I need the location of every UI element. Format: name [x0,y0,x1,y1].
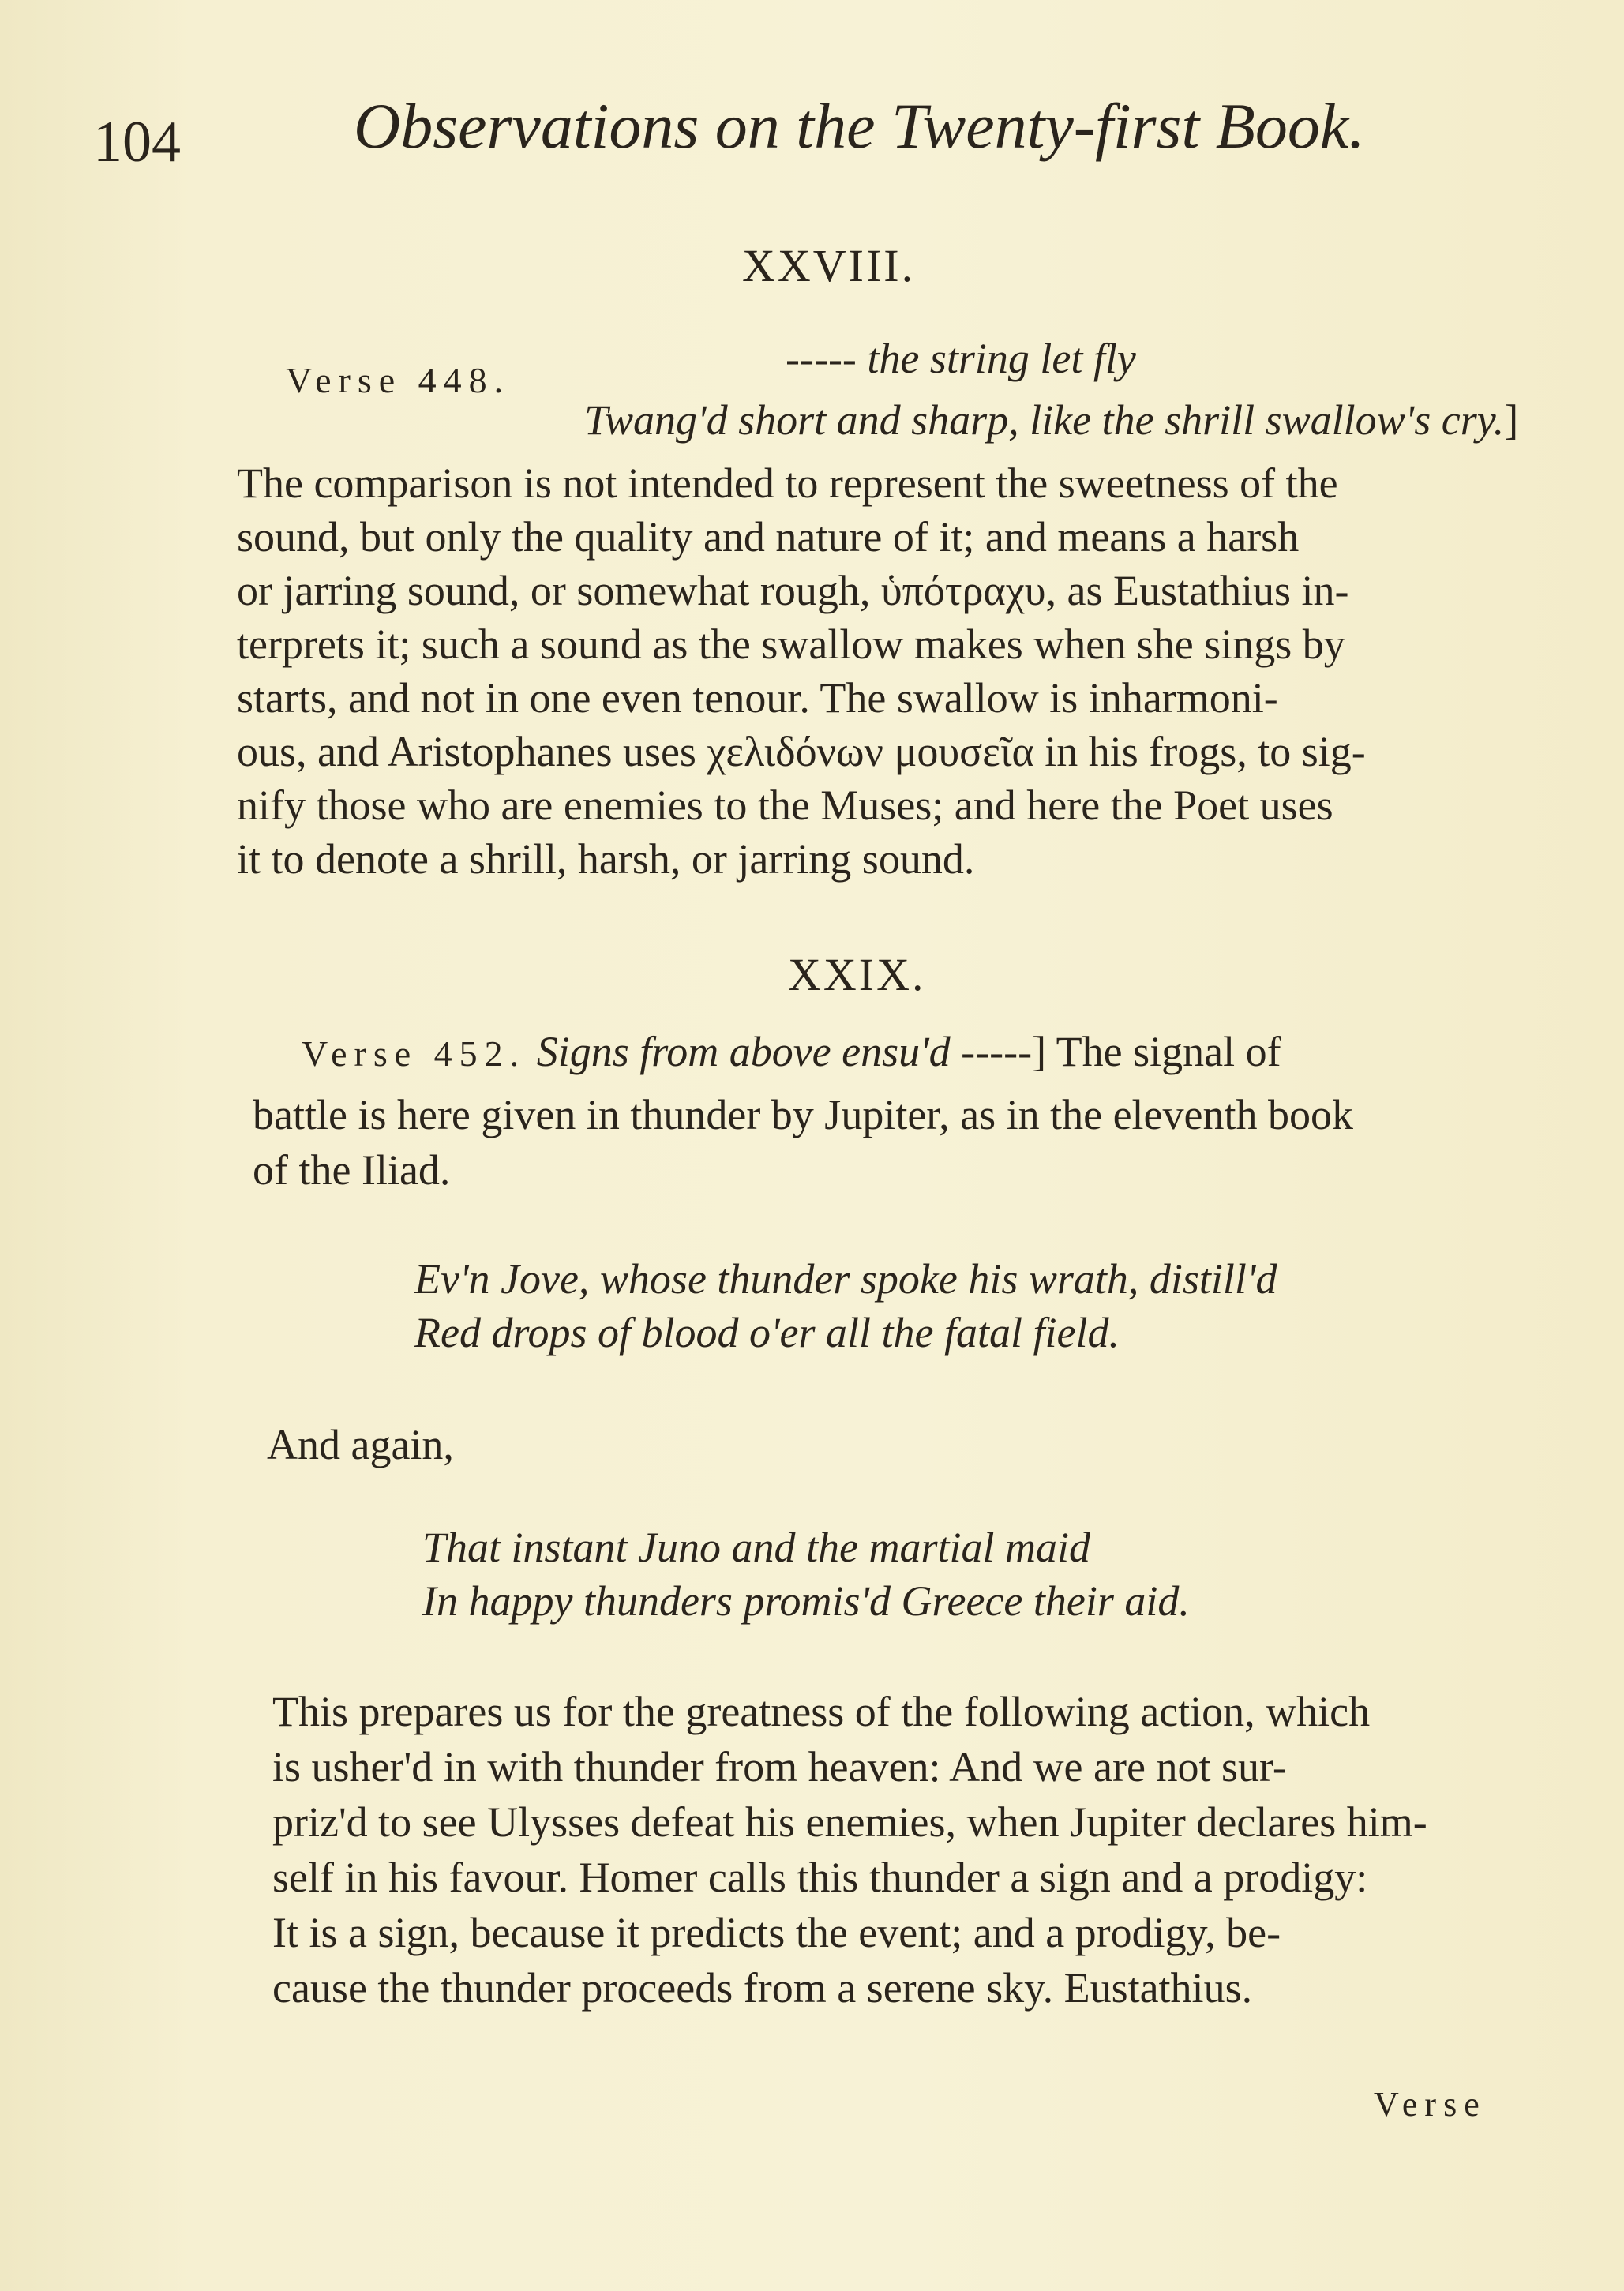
page-number: 104 [93,110,181,174]
lemma-line-2-wrap [584,395,1518,445]
note2-lemma-bracket: ] [1032,1028,1047,1075]
note1-line-3: or jarring sound, or somewhat rough, ὑπότραχυ, as Eustathius in- [237,567,1349,614]
note2-lemma: Signs from above ensu'd ----- [536,1028,1033,1075]
lemma-line-1: ----- the string let fly [786,335,1136,382]
note1-line-6: ous, and Aristophanes uses χελιδόνων μουσεῖα in his frogs, to sig- [237,728,1366,775]
lemma-bracket: ] [1504,396,1519,444]
running-title: Observations on the Twenty-first Book. [354,90,1365,162]
verse-label-448: Verse 448. [286,360,511,400]
closing-line-5: It is a sign, because it predicts the event; and a prodigy, be- [272,1909,1281,1956]
catchword: Verse [1374,2085,1487,2124]
closing-line-4: self in his favour. Homer calls this thunder a sign and a prodigy: [272,1854,1368,1901]
verse-label-452: Verse 452. [302,1033,527,1074]
quote1-line-1: Ev'n Jove, whose thunder spoke his wrath, distill'd [414,1255,1277,1303]
note1-line-5: starts, and not in one even tenour. The swallow is inharmoni- [237,674,1278,722]
lemma-line-2: Twang'd short and sharp, like the shrill swallow's cry. [584,396,1505,444]
note2-line-1-rest: The signal of [1056,1028,1281,1075]
note-numeral-xxix: XXIX. [788,949,926,1000]
note1-line-2: sound, but only the quality and nature of it; and means a harsh [237,513,1300,561]
quote2-line-2: In happy thunders promis'd Greece their aid. [422,1577,1190,1625]
and-again: And again, [267,1421,454,1468]
note1-line-7: nify those who are enemies to the Muses; and here the Poet uses [237,782,1333,829]
note2-line-2: battle is here given in thunder by Jupiter, as in the eleventh book [253,1091,1353,1138]
closing-line-2: is usher'd in with thunder from heaven: And we are not sur- [272,1743,1287,1790]
note2-line-3: of the Iliad. [253,1146,451,1194]
closing-line-6: cause the thunder proceeds from a serene sky. Eustathius. [272,1964,1253,2012]
closing-line-3: priz'd to see Ulysses defeat his enemies, when Jupiter declares him- [272,1798,1427,1846]
note-numeral-xxviii: XXVIII. [742,240,916,291]
note2-line-1 [302,1026,1281,1079]
closing-line-1: This prepares us for the greatness of the following action, which [272,1688,1371,1735]
note1-line-4: terprets it; such a sound as the swallow makes when she sings by [237,621,1345,668]
quote1-line-2: Red drops of blood o'er all the fatal field. [414,1309,1120,1356]
note1-line-1: The comparison is not intended to represent the sweetness of the [237,459,1338,507]
quote2-line-1: That instant Juno and the martial maid [422,1524,1091,1571]
note1-line-8: it to denote a shrill, harsh, or jarring sound. [237,835,975,883]
